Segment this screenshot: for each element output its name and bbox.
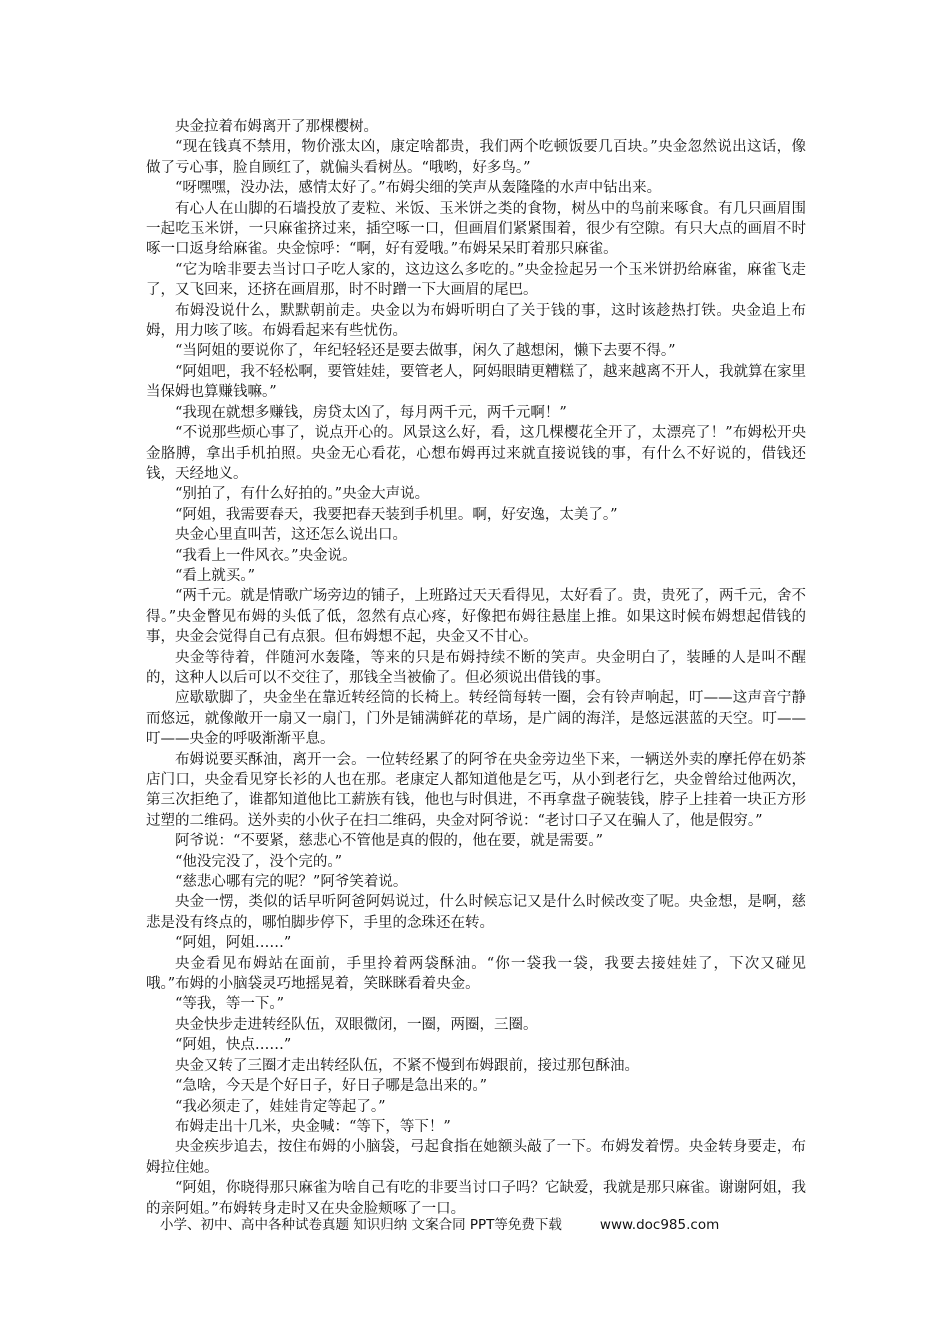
paragraph: “呀嘿嘿，没办法，感情太好了。”布姆尖细的笑声从轰隆隆的水声中钻出来。 bbox=[175, 180, 662, 197]
paragraph: 应歇歇脚了，央金坐在靠近转经筒的长椅上。转经筒每转一圈，会有铃声响起，叮——这声音宁静而悠远，就像敞开一扇又一扇门，门外是铺满鲜花的草场，是广阔的海洋，是悠远湛蓝的天空。叮——叮——央金的呼吸渐渐平息。 bbox=[146, 690, 806, 748]
paragraph: “别拍了，有什么好拍的。”央金大声说。 bbox=[175, 486, 430, 503]
paragraph: 央金一愣，类似的话早听阿爸阿妈说过，什么时候忘记又是什么时候改变了呢。央金想，是啊，慈悲是没有终点的，哪怕脚步停下，手里的念珠还在转。 bbox=[146, 894, 806, 931]
paragraph: “他没完没了，没个完的。” bbox=[175, 853, 343, 870]
article-body bbox=[146, 117, 806, 1219]
paragraph: “它为啥非要去当讨口子吃人家的，这边这么多吃的。”央金捡起另一个玉米饼扔给麻雀，麻雀飞走了，又飞回来，还挤在画眉那，时不时蹭一下大画眉的尾巴。 bbox=[146, 261, 806, 299]
paragraph: 有心人在山脚的石墙投放了麦粒、米饭、玉米饼之类的食物，树丛中的鸟前来啄食。有几只画眉围一起吃玉米饼，一只麻雀挤过来，插空啄一口，但画眉们紧紧围着，很少有空隙。有只大点的画眉不时啄一口返身给麻雀。央金惊呼：“啊，好有爱哦。”布姆呆呆盯着那只麻雀。 bbox=[146, 200, 806, 258]
paragraph: 央金疾步追去，按住布姆的小脑袋，弓起食指在她额头敲了一下。布姆发着愣。央金转身要走，布姆拉住她。 bbox=[146, 1139, 806, 1176]
paragraph: “阿姐吧，我不轻松啊，要管娃娃，要管老人，阿妈眼睛更糟糕了，越来越离不开人，我就算在家里当保姆也算赚钱嘛。” bbox=[146, 363, 806, 401]
paragraph: “急啥，今天是个好日子，好日子哪是急出来的。” bbox=[175, 1078, 488, 1095]
paragraph: 央金看见布姆站在面前，手里拎着两袋酥油。“你一袋我一袋，我要去接娃娃了，下次又碰见哦。”布姆的小脑袋灵巧地摇晃着，笑眯眯看着央金。 bbox=[146, 955, 806, 993]
paragraph: “现在钱真不禁用，物价涨太凶，康定啥都贵，我们两个吃顿饭要几百块。”央金忽然说出这话，像做了亏心事，脸自顾红了，就偏头看树丛。“哦哟，好多鸟。” bbox=[146, 139, 806, 176]
paragraph: 布姆走出十几米，央金喊：“等下，等下！” bbox=[175, 1118, 451, 1135]
paragraph: 布姆说要买酥油，离开一会。一位转经累了的阿爷在央金旁边坐下来，一辆送外卖的摩托停在奶茶店门口，央金看见穿长衫的人也在那。老康定人都知道他是乞丐，从小到老行乞，央金曾给过他两次，第三次拒绝了，谁都知道他比工薪族有钱，他也与时俱进，不再拿盘子碗装钱，脖子上挂着一块正方形过塑的二维码。送外卖的小伙子在扫二维码，央金对阿爷说：“老讨口子又在骗人了，他是假穷。” bbox=[146, 751, 806, 829]
paragraph: “我看上一件风衣。”央金说。 bbox=[175, 547, 357, 564]
paragraph: “阿姐，快点……” bbox=[175, 1037, 292, 1054]
paragraph: 布姆没说什么，默默朝前走。央金以为布姆听明白了关于钱的事，这时该趁热打铁。央金追上布姆，用力咳了咳。布姆看起来有些忧伤。 bbox=[146, 302, 806, 340]
paragraph: “不说那些烦心事了，说点开心的。风景这么好，看，这几棵樱花全开了，太漂亮了！”布姆松开央金胳膊，拿出手机拍照。央金无心看花，心想布姆再过来就直接说钱的事，有什么不好说的，借钱还钱，天经地义。 bbox=[146, 425, 806, 482]
paragraph: “阿姐，你晓得那只麻雀为啥自己有吃的非要当讨口子吗？它缺爱，我就是那只麻雀。谢谢阿姐，我的亲阿姐。”布姆转身走时又在央金脸颊啄了一口。 bbox=[146, 1180, 806, 1217]
paragraph: “阿姐，阿姐……” bbox=[175, 935, 292, 952]
paragraph: “我现在就想多赚钱，房贷太凶了，每月两千元，两千元啊！” bbox=[175, 404, 567, 421]
paragraph: “等我，等一下。” bbox=[175, 996, 285, 1013]
paragraph: 阿爷说：“不要紧，慈悲心不管他是真的假的，他在要，就是需要。” bbox=[175, 833, 604, 850]
paragraph: “两千元。就是情歌广场旁边的铺子，上班路过天天看得见，太好看了。贵，贵死了，两千元，舍不得。”央金瞥见布姆的头低了低，忽然有点心疼，好像把布姆往悬崖上推。如果这时候布姆想起借钱的事，央金会觉得自己有点狠。但布姆想不起，央金又不甘心。 bbox=[146, 588, 806, 646]
paragraph: “阿姐，我需要春天，我要把春天装到手机里。啊，好安逸，太美了。” bbox=[175, 506, 618, 523]
footer-text: 小学、初中、高中各种试卷真题 知识归纳 文案合同 PPT等免费下载 bbox=[160, 1217, 562, 1233]
paragraph: 央金又转了三圈才走出转经队伍，不紧不慢到布姆跟前，接过那包酥油。 bbox=[175, 1057, 639, 1074]
paragraph: “当阿姐的要说你了，年纪轻轻还是要去做事，闲久了越想闲，懒下去要不得。” bbox=[175, 343, 676, 360]
paragraph: 央金等待着，伴随河水轰隆，等来的只是布姆持续不断的笑声。央金明白了，装睡的人是叫不醒的，这种人以后可以不交往了，那钱全当被偷了。但必须说出借钱的事。 bbox=[146, 649, 806, 686]
paragraph: “看上就买。” bbox=[175, 567, 256, 584]
paragraph: 央金拉着布姆离开了那棵樱树。 bbox=[175, 119, 378, 135]
paragraph: 央金快步走进转经队伍，双眼微闭，一圈，两圈，三圈。 bbox=[175, 1016, 538, 1033]
footer-site-link[interactable]: www.doc985.com bbox=[599, 1217, 720, 1233]
paragraph: 央金心里直叫苦，这还怎么说出口。 bbox=[175, 527, 407, 544]
paragraph: “慈悲心哪有完的呢？”阿爷笑着说。 bbox=[175, 874, 408, 891]
paragraph: “我必须走了，娃娃肯定等起了。” bbox=[175, 1098, 386, 1115]
footer-banner bbox=[160, 1213, 800, 1233]
